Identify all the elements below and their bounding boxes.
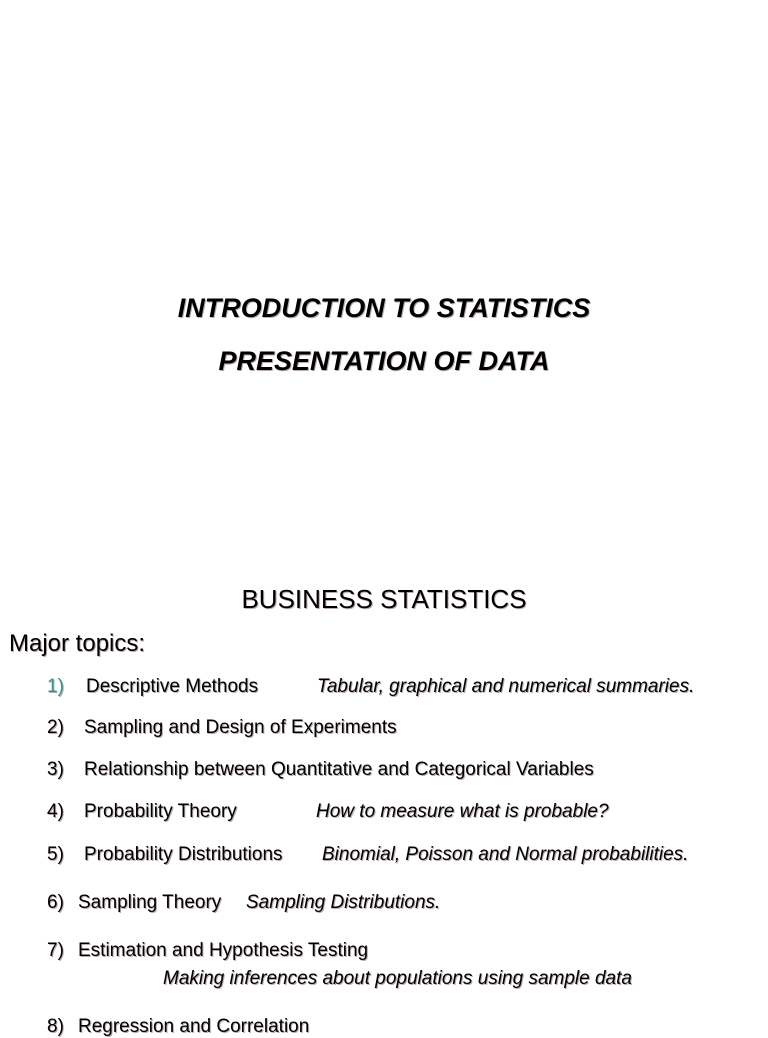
topic-number-8: 8) (47, 1016, 64, 1037)
topic-label-6: Sampling Theory (78, 892, 222, 913)
topic-label-1: Descriptive Methods (86, 676, 259, 697)
topic-desc-1: Tabular, graphical and numerical summaries. (317, 676, 695, 697)
major-topics-label: Major topics: (9, 630, 146, 657)
topic-desc-6: Sampling Distributions. (246, 892, 441, 913)
topic-label-7: Estimation and Hypothesis Testing (78, 940, 369, 961)
topic-desc-5: Binomial, Poisson and Normal probabilities. (322, 844, 689, 865)
topic-number-2: 2) (47, 717, 64, 738)
slide-title-line2: PRESENTATION OF DATA (218, 346, 550, 376)
topic-desc-7: Making inferences about populations using sample data (163, 968, 632, 989)
topic-number-4: 4) (47, 801, 64, 822)
topic-item-8-clipped (0, 1016, 768, 1037)
topic-number-7: 7) (47, 940, 64, 961)
topic-label-8: Regression and Correlation (78, 1016, 310, 1037)
topic-label-4: Probability Theory (84, 801, 237, 822)
topic-number-6: 6) (47, 892, 64, 913)
topic-number: 1) (47, 676, 64, 697)
topic-number-5: 5) (47, 844, 64, 865)
topic-label-3: Relationship between Quantitative and Categorical Variables (84, 759, 594, 780)
topic-item-1 (47, 676, 64, 698)
slide-title-line1: INTRODUCTION TO STATISTICS (177, 293, 591, 323)
topic-desc-4: How to measure what is probable? (316, 801, 609, 822)
topic-label-5: Probability Distributions (84, 844, 283, 865)
section-heading: BUSINESS STATISTICS (241, 584, 527, 614)
topic-label-2: Sampling and Design of Experiments (84, 717, 397, 738)
topic-number-3: 3) (47, 759, 64, 780)
